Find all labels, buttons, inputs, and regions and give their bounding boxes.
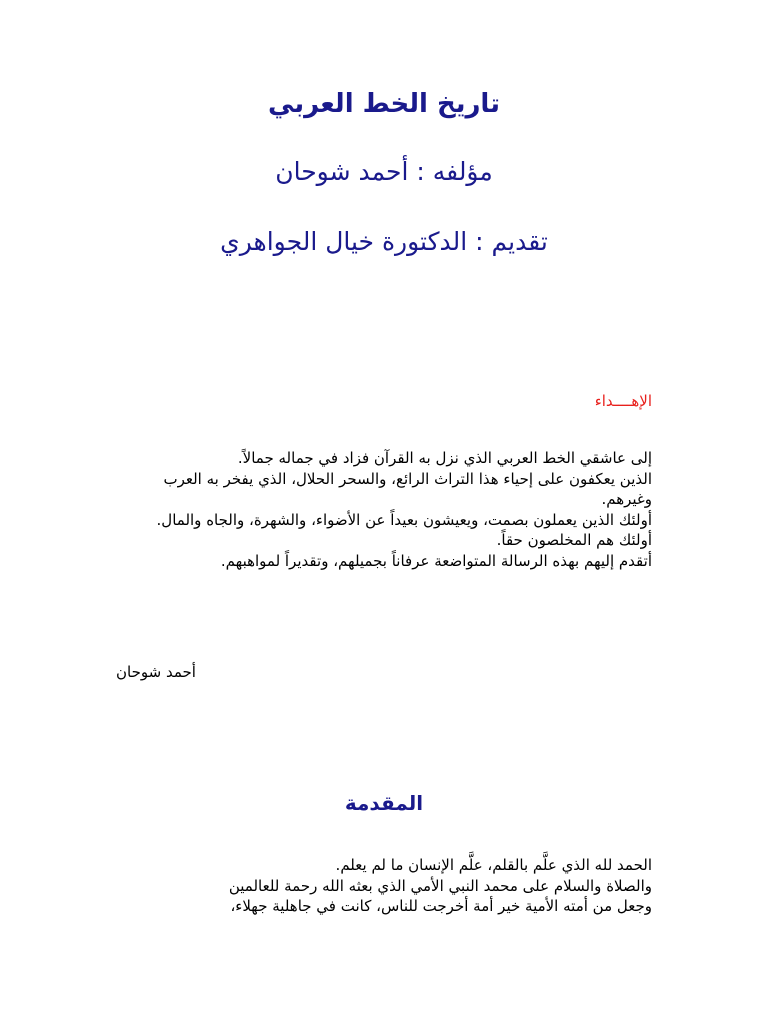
introduction-heading: المقدمة	[344, 791, 424, 815]
author-line: مؤلفه : أحمد شوحان	[275, 157, 493, 186]
introduction-paragraph: وجعل من أمته الأمية خير أمة أخرجت للناس، كانت في جاهلية جهلاء،	[230, 897, 652, 916]
dedication-paragraph: أولئك هم المخلصون حقاً.	[496, 531, 652, 550]
dedication-paragraph: إلى عاشقي الخط العربي الذي نزل به القرآن فزاد في جماله جمالاً.	[237, 449, 652, 467]
dedication-body	[118, 448, 652, 572]
dedication-paragraph: الذين يعكفون على إحياء هذا التراث الرائع، والسحر الحلال، الذي يفخر به العرب وغيرهم.	[163, 469, 652, 509]
introduction-body	[118, 855, 652, 917]
dedication-paragraph: أتقدم إليهم بهذه الرسالة المتواضعة عرفاناً بجميلهم، وتقديراً لمواهبهم.	[220, 551, 652, 570]
dedication-paragraph: أولئك الذين يعملون بصمت، ويعيشون بعيداً عن الأضواء، والشهرة، والجاه والمال.	[156, 510, 652, 529]
document-title: تاريخ الخط العربي	[268, 89, 500, 119]
presenter-line: تقديم : الدكتورة خيال الجواهري	[220, 227, 548, 256]
dedication-heading: الإهــــداء	[594, 392, 652, 410]
introduction-paragraph: الحمد لله الذي علَّم بالقلم، علَّم الإنسان ما لم يعلم.	[335, 856, 652, 874]
introduction-paragraph: والصلاة والسلام على محمد النبي الأمي الذي بعثه الله رحمة للعالمين	[228, 876, 652, 895]
dedication-signature: أحمد شوحان	[116, 663, 196, 681]
